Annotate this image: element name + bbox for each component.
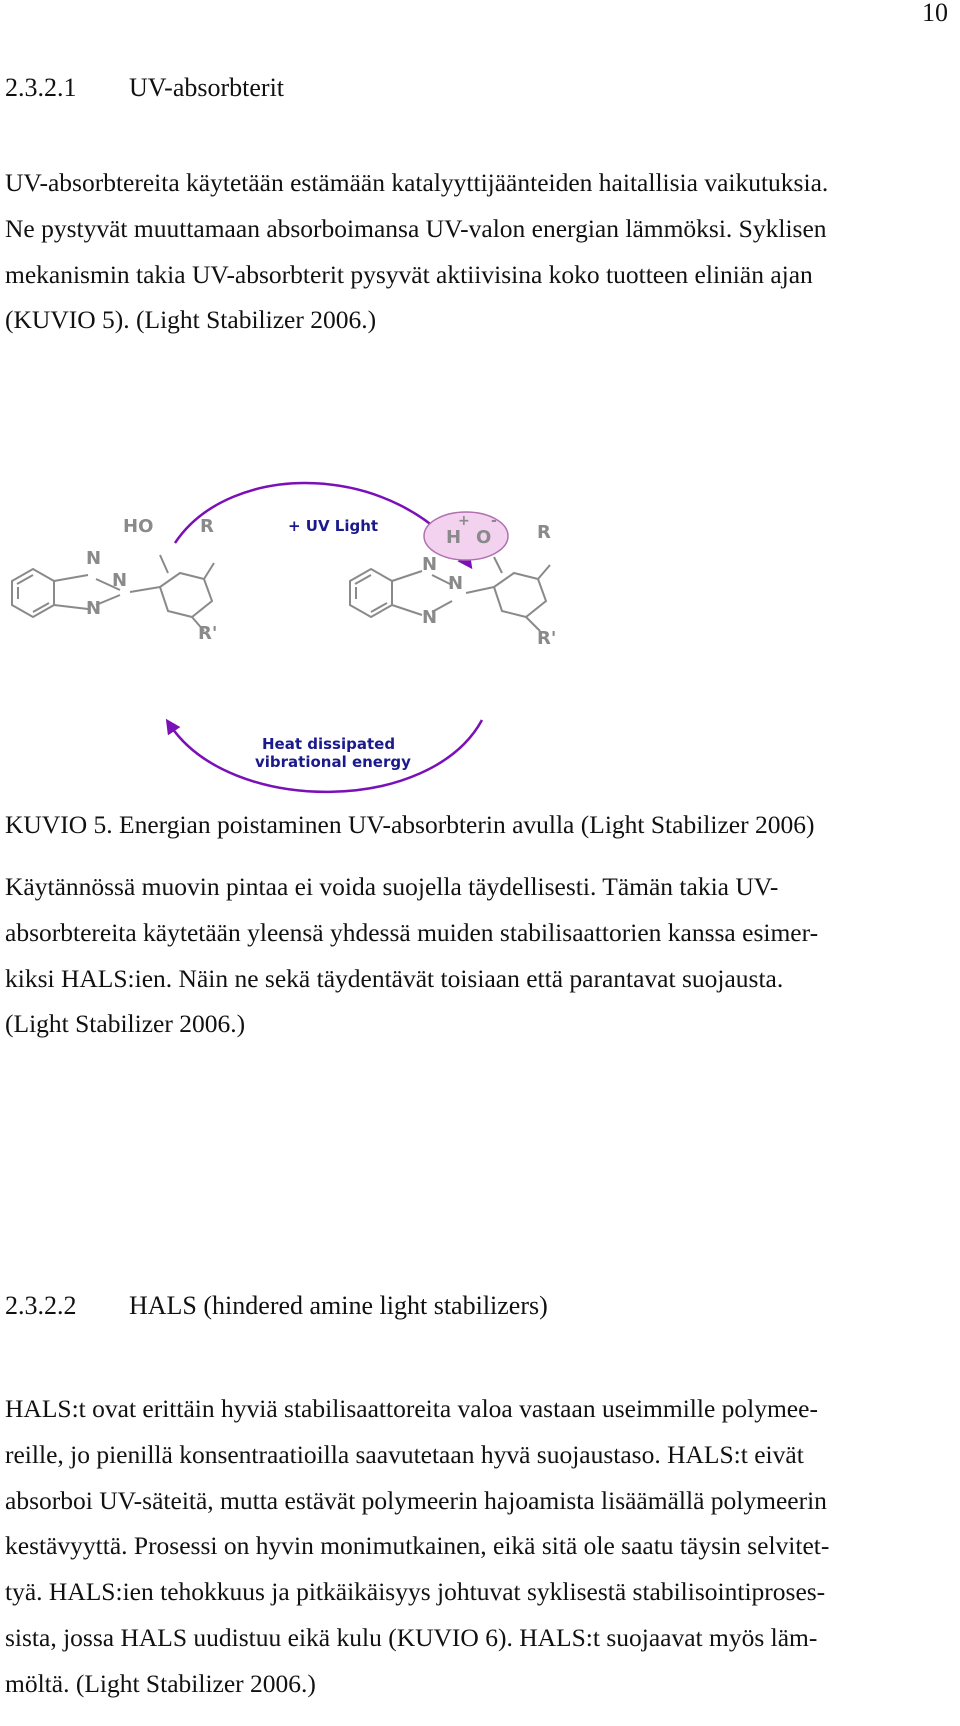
atom-r-prime: R' <box>198 623 218 644</box>
paragraph-line: (KUVIO 5). (Light Stabilizer 2006.) <box>5 305 377 335</box>
section-title: UV-absorbterit <box>129 73 285 102</box>
atom-r: R <box>200 516 214 537</box>
paragraph-uv-absorbers <box>5 160 940 343</box>
paragraph-line: möltä. (Light Stabilizer 2006.) <box>5 1668 316 1698</box>
atom-n: N <box>422 554 438 575</box>
uv-absorber-mechanism-diagram <box>0 475 620 795</box>
figure-caption: KUVIO 5. Energian poistaminen UV-absorbterin avulla (Light Stabilizer 2006) <box>5 810 815 839</box>
charge-minus: - <box>491 513 497 529</box>
section-heading-hals <box>5 1291 548 1321</box>
paragraph-line: (Light Stabilizer 2006.) <box>5 1009 246 1039</box>
phenyl-ring <box>494 573 546 617</box>
paragraph-line: Ne pystyvät muuttamaan absorboimansa UV-valon energian lämmöksi. Syklisen <box>5 213 827 243</box>
paragraph-line: absorboi UV-säteitä, mutta estävät polymeerin hajoamista lisäämällä polymeerin <box>5 1485 827 1515</box>
paragraph-line: kestävyyttä. Prosessi on hyvin monimutkainen, eikä sitä ole saatu täysin selvitet- <box>5 1531 830 1561</box>
paragraph-line: UV-absorbtereita käytetään estämään katalyyttijäänteiden haitallisia vaikutuksia. <box>5 168 829 197</box>
atom-n: N <box>448 573 464 594</box>
section-number: 2.3.2.1 <box>5 73 77 102</box>
atom-o: O <box>476 527 492 548</box>
left-molecule <box>12 555 214 631</box>
atom-h: H <box>446 527 462 548</box>
heat-label-line1: Heat dissipated <box>262 735 396 753</box>
atom-r: R <box>537 522 551 543</box>
phenyl-ring <box>160 573 212 617</box>
atom-n: N <box>422 607 438 628</box>
atom-r-prime: R' <box>537 628 557 649</box>
paragraph-hals <box>5 1386 940 1707</box>
section-number: 2.3.2.2 <box>5 1291 77 1320</box>
heat-label-line2: vibrational energy <box>255 753 411 771</box>
paragraph-line: sista, jossa HALS uudistuu eikä kulu (KUVIO 6). HALS:t suojaavat myös läm- <box>5 1622 818 1652</box>
right-molecule <box>350 557 550 631</box>
paragraph-line: kiksi HALS:ien. Näin ne sekä täydentävät toisiaan että parantavat suojausta. <box>5 963 784 993</box>
paragraph-line: mekanismin takia UV-absorbterit pysyvät aktiivisina koko tuotteen eliniän ajan <box>5 259 813 289</box>
section-title: HALS (hindered amine light stabilizers) <box>129 1291 548 1320</box>
paragraph-line: absorbtereita käytetään yleensä yhdessä muiden stabilisaattorien kanssa esimer- <box>5 917 819 947</box>
section-heading-uv-absorbers <box>5 73 284 103</box>
paragraph-line: HALS:t ovat erittäin hyviä stabilisaattoreita valoa vastaan useimmille polymee- <box>5 1394 818 1423</box>
page-number: 10 <box>922 0 948 27</box>
paragraph-line: Käytännössä muovin pintaa ei voida suojella täydellisesti. Tämän takia UV- <box>5 872 779 901</box>
paragraph-combination <box>5 864 940 1047</box>
paragraph-line: tyä. HALS:ien tehokkuus ja pitkäikäisyys johtuvat syklisestä stabilisointiproses- <box>5 1577 826 1607</box>
atom-n: N <box>86 548 102 569</box>
atom-n: N <box>86 598 102 619</box>
paragraph-line: reille, jo pienillä konsentraatioilla saavutetaan hyvä suojaustaso. HALS:t eivät <box>5 1439 804 1469</box>
charge-plus: + <box>458 513 470 529</box>
atom-n: N <box>112 570 128 591</box>
uv-light-label: + UV Light <box>288 517 379 535</box>
atom-ho: HO <box>123 516 154 537</box>
